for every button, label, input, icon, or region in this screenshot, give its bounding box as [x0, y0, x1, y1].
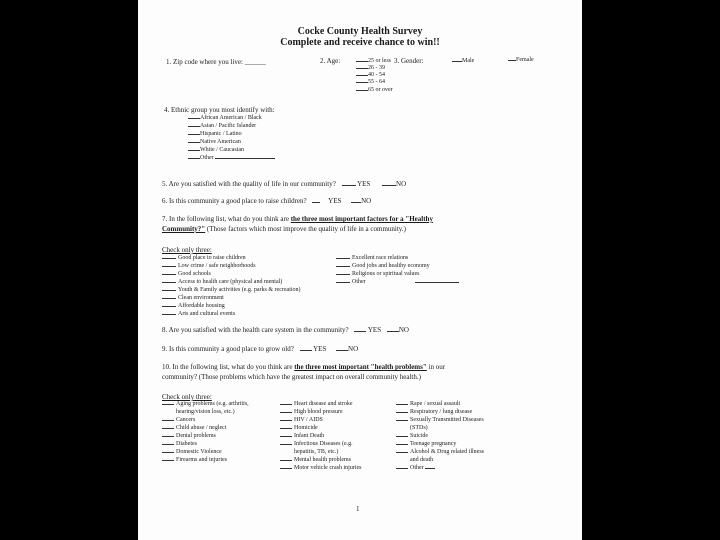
factor-option[interactable]: Affordable housing [162, 303, 225, 310]
ethnic-option[interactable]: Other [188, 155, 275, 162]
q7-check-label: Check only three: [162, 246, 212, 254]
q8-no-blank[interactable] [387, 331, 399, 332]
q9-no-blank[interactable] [336, 350, 348, 351]
q5-yes[interactable]: YES [357, 180, 371, 188]
problem-option[interactable]: Sexually Transmitted Diseases [396, 417, 484, 424]
problem-option-cont: (STDs) [410, 425, 428, 431]
q1-zip-label: 1. Zip code where you live: ______ [166, 58, 266, 66]
problem-option-cont: hearing/vision loss, etc.) [176, 409, 235, 415]
age-option[interactable]: 25 or less [356, 58, 391, 65]
q7-question-line2: Community?" (Those factors which most improve the quality of life in a community.) [162, 225, 406, 233]
problem-option[interactable]: Teenage pregnancy [396, 441, 456, 448]
problem-option[interactable]: Heart disease and stroke [280, 401, 352, 408]
page-number: 1 [356, 505, 360, 513]
q9-yes[interactable]: YES [313, 345, 327, 353]
q7-emphasis: the three most important factors for a "Healthy [290, 215, 433, 223]
problem-option[interactable]: Rape / sexual assault [396, 401, 460, 408]
q9-yes-blank[interactable] [300, 350, 312, 351]
factor-option[interactable]: Excellent race relations [336, 255, 408, 262]
gender-male-option[interactable]: Male [452, 58, 474, 65]
q8-no[interactable]: NO [398, 326, 409, 334]
problem-option[interactable]: Suicide [396, 433, 428, 440]
q3-gender-label: 3. Gender: [394, 57, 424, 65]
problem-option[interactable]: Domestic Violence [162, 449, 222, 456]
q8-yes-blank[interactable] [354, 331, 366, 332]
factor-option[interactable]: Youth & Family activities (e.g. parks & recreation) [162, 287, 301, 294]
problem-option[interactable]: Other [396, 465, 435, 472]
q6-label: 6. Is this community a good place to raise children? [162, 197, 307, 205]
survey-page [138, 0, 582, 540]
factor-option[interactable]: Good jobs and healthy economy [336, 263, 430, 270]
q2-age-label: 2. Age: [320, 57, 341, 65]
age-option[interactable]: 65 or over [356, 87, 393, 94]
problem-option[interactable]: Dental problems [162, 433, 216, 440]
factor-option[interactable]: Good schools [162, 271, 211, 278]
q9-label: 9. Is this community a good place to grow old? [162, 345, 294, 353]
q10-emphasis: the three most important "health problems" [294, 363, 427, 371]
problem-option[interactable]: Homicide [280, 425, 318, 432]
problem-option[interactable]: Motor vehicle crash injuries [280, 465, 361, 472]
q9-no[interactable]: NO [348, 345, 359, 353]
problem-option-cont: and death [410, 457, 434, 463]
survey-title: Cocke County Health Survey [297, 26, 423, 37]
factor-option[interactable]: Access to health care (physical and mental) [162, 279, 282, 286]
ethnic-option[interactable]: Native American [188, 139, 241, 146]
problem-option[interactable]: Aging problems (e.g. arthritis, [162, 401, 249, 408]
age-option[interactable]: 55 - 64 [356, 79, 385, 86]
q5-yes-blank[interactable] [342, 185, 356, 186]
q4-ethnic-label: 4. Ethnic group you most identify with: [164, 106, 275, 114]
q9-row [162, 345, 358, 354]
survey-subtitle: Complete and receive chance to win!! [280, 37, 440, 48]
q5-no-blank[interactable] [382, 185, 396, 186]
problem-option[interactable]: Diabetes [162, 441, 197, 448]
problem-option[interactable]: Infant Death [280, 433, 324, 440]
factor-option[interactable]: Clean environment [162, 295, 224, 302]
problem-option[interactable]: High blood pressure [280, 409, 343, 416]
q6-no[interactable]: NO [361, 197, 372, 205]
gender-female-option[interactable]: Female [508, 57, 534, 64]
q8-row [162, 326, 409, 335]
factor-option[interactable]: Religious or spiritual values [336, 271, 420, 278]
factor-option[interactable]: Good place to raise children [162, 255, 246, 262]
factor-option[interactable]: Arts and cultural events [162, 311, 235, 318]
problem-option-cont: hepatitis, TB, etc.) [294, 449, 339, 455]
ethnic-option[interactable]: Asian / Pacific Islander [188, 123, 256, 130]
problem-option[interactable]: Cancers [162, 417, 195, 424]
q7-question-line1: 7. In the following list, what do you think are the three most important factors for a "Healthy [162, 215, 433, 223]
q6-row [162, 197, 371, 206]
q8-label: 8. Are you satisfied with the health care system in the community? [162, 326, 349, 334]
q10-check-label: Check only three: [162, 393, 212, 401]
q6-no-blank[interactable] [351, 202, 361, 203]
q5-label: 5. Are you satisfied with the quality of life in our community? [162, 180, 336, 188]
problem-option[interactable]: HIV / AIDS [280, 417, 323, 424]
ethnic-option[interactable]: Hispanic / Latino [188, 131, 242, 138]
problem-option[interactable]: Firearms and injuries [162, 457, 227, 464]
factor-option[interactable]: Low crime / safe neighborhoods [162, 263, 256, 270]
q6-yes-blank[interactable] [312, 202, 320, 203]
problem-option[interactable]: Child abuse / neglect [162, 425, 227, 432]
ethnic-option[interactable]: African American / Black [188, 115, 262, 122]
problem-option[interactable]: Respiratory / lung disease [396, 409, 472, 416]
problem-option[interactable]: Mental health problems [280, 457, 351, 464]
problem-option[interactable]: Infectious Diseases (e.g. [280, 441, 353, 448]
q5-row [162, 180, 406, 189]
factor-option[interactable]: Other [336, 279, 459, 286]
q5-no[interactable]: NO [396, 180, 407, 188]
q6-yes[interactable]: YES [328, 197, 342, 205]
problem-option[interactable]: Alcohol & Drug related illness [396, 449, 484, 456]
q10-question-line1: 10. In the following list, what do you think are the three most important "health problems" in our [162, 363, 446, 371]
ethnic-option[interactable]: White / Caucasian [188, 147, 244, 154]
q10-question-line2: community? (Those problems which have the greatest impact on overall community health.) [162, 373, 421, 381]
age-option[interactable]: 40 - 54 [356, 72, 385, 79]
q8-yes[interactable]: YES [367, 326, 382, 334]
age-option[interactable]: 26 - 39 [356, 65, 385, 72]
